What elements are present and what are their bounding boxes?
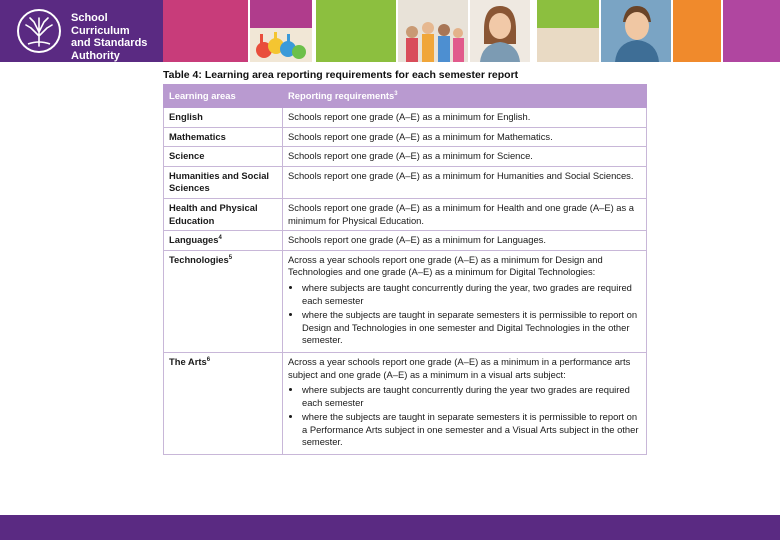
banner-tile-pink [163, 0, 248, 62]
org-name [71, 12, 163, 62]
learning-area-name: Technologies [169, 253, 229, 265]
teacher-photo [470, 0, 530, 62]
requirement-bullet-list [288, 282, 641, 347]
banner-tile-purple [723, 0, 780, 62]
column-header-reporting-requirements [283, 85, 647, 108]
requirement-text: Schools report one grade (A–E) as a minimum for Science. [288, 150, 533, 162]
learning-area-name: Humanities and Social Sciences [169, 169, 270, 194]
learning-area-name: The Arts [169, 355, 207, 367]
footnote-marker: 5 [228, 254, 233, 261]
learning-area-cell [164, 127, 283, 147]
reporting-requirements-table [163, 84, 647, 455]
learning-area-name: Languages [169, 234, 219, 246]
painted-hands-image [250, 28, 312, 62]
banner-tile-orange [673, 0, 721, 62]
requirement-bullet: • where subjects are taught concurrently during the year, two grades are required each semester [302, 282, 641, 307]
footnote-marker: 4 [218, 235, 222, 242]
table-row [164, 250, 647, 352]
column-header-label: Reporting requirements [288, 89, 395, 101]
requirement-cell [283, 166, 647, 198]
requirement-cell [283, 250, 647, 352]
requirement-bullet: • where the subjects are taught in separate semesters it is permissible to report on a Performance Arts subject in one semester and a Visual Arts subject in the other semester. [302, 411, 641, 449]
org-name-line-3: Authority [71, 49, 120, 62]
table-body [164, 108, 647, 455]
table-row [164, 166, 647, 198]
learning-area-name: Health and Physical Education [169, 201, 258, 226]
table-row [164, 147, 647, 167]
banner-tile-green [316, 0, 396, 62]
table-row [164, 352, 647, 454]
requirement-text: Schools report one grade (A–E) as a minimum for Mathematics. [288, 130, 553, 142]
table-row [164, 198, 647, 230]
requirement-cell [283, 108, 647, 128]
learning-area-name: Mathematics [169, 130, 226, 142]
learning-area-cell [164, 198, 283, 230]
requirement-cell [283, 231, 647, 251]
learning-area-cell [164, 166, 283, 198]
requirement-text: Schools report one grade (A–E) as a minimum for Humanities and Social Sciences. [288, 169, 634, 181]
requirement-text: Across a year schools report one grade (A–E) as a minimum in a performance arts subject and one grade (A–E) as a minimum in a visual arts subject: [288, 355, 631, 380]
org-name-line-2: and Standards [71, 37, 148, 49]
table-row [164, 108, 647, 128]
column-header-learning-areas: Learning areas [164, 85, 283, 108]
table-row [164, 231, 647, 251]
requirement-text: Schools report one grade (A–E) as a minimum for English. [288, 111, 531, 122]
tree-logo-icon [16, 8, 62, 54]
table-row [164, 127, 647, 147]
learning-area-cell [164, 250, 283, 352]
requirement-text: Schools report one grade (A–E) as a minimum for Languages. [288, 234, 546, 246]
table-caption: Table 4: Learning area reporting requirements for each semester report [163, 69, 519, 81]
requirement-text: Schools report one grade (A–E) as a minimum for Health and one grade (A–E) as a minimum for Physical Education. [288, 201, 635, 226]
requirement-cell [283, 147, 647, 167]
children-photo [398, 0, 468, 62]
learning-area-cell [164, 108, 283, 128]
logo-block[interactable] [0, 0, 163, 62]
footnote-marker: 6 [206, 356, 211, 363]
requirement-cell [283, 352, 647, 454]
requirement-bullet-list [288, 384, 641, 449]
header-banner [0, 0, 780, 62]
banner-tile-beige [537, 28, 599, 62]
learning-area-name: English [169, 111, 203, 122]
footer-bar [0, 515, 780, 540]
requirement-bullet: • where the subjects are taught in separate semesters it is permissible to report on Design and Technologies in one semester and Digital Technologies in the other semester. [302, 309, 641, 347]
footnote-marker: 3 [394, 90, 398, 97]
banner-tile-magenta [250, 0, 312, 28]
learning-area-cell [164, 147, 283, 167]
student-photo [601, 0, 671, 62]
banner-tile-green-2 [537, 0, 599, 28]
requirement-bullet: • where subjects are taught concurrently during the year two grades are required each semester [302, 384, 641, 409]
learning-area-cell [164, 352, 283, 454]
org-name-line-1: School Curriculum [71, 12, 130, 37]
table-header-row [164, 85, 647, 108]
requirement-cell [283, 127, 647, 147]
requirement-cell [283, 198, 647, 230]
requirement-text: Across a year schools report one grade (A–E) as a minimum for Design and Technologies and one grade (A–E) as a minimum for Digital Technologies: [288, 253, 603, 278]
learning-area-name: Science [169, 150, 205, 162]
learning-area-cell [164, 231, 283, 251]
